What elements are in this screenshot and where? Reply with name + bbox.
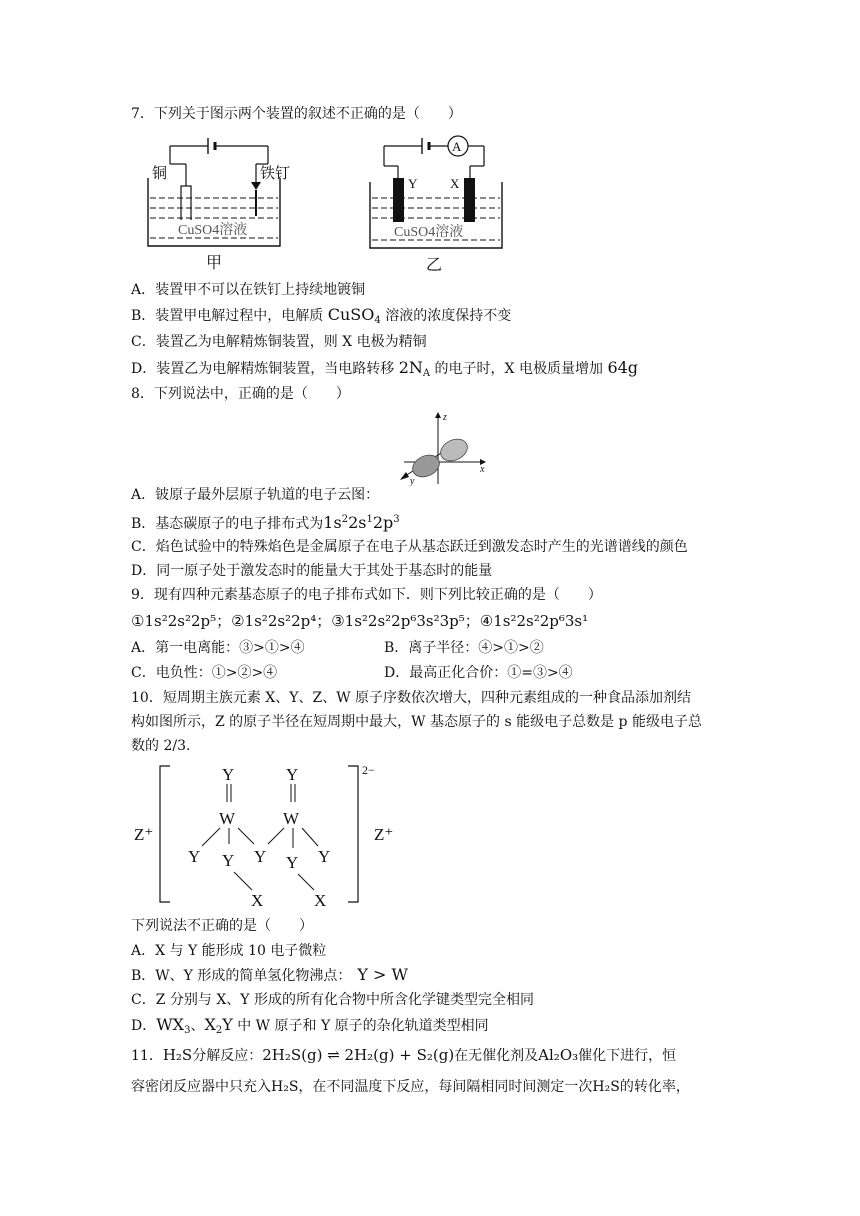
q9-configs: ①1s²2s²2p⁵；②1s²2s²2p⁴；③1s²2s²2p⁶3s²3p⁵；④1s²2s²2p⁶3s¹ <box>131 612 589 630</box>
axis-x-label: x <box>480 464 485 475</box>
q10-option-d: D．$WX_3$、$X_2Y$ 中 W 原子和 Y 原子的杂化轨道类型相同 <box>131 1015 489 1036</box>
atom-y: Y <box>286 765 299 784</box>
atom-y: Y <box>286 853 299 872</box>
q8-option-d: D．同一原子处于激发态时的能量大于其处于基态时的能量 <box>131 563 493 579</box>
solution-label-jia: CuSO4溶液 <box>178 223 248 238</box>
q7-stem: 7．下列关于图示两个装置的叙述不正确的是（ ） <box>131 106 462 122</box>
q8-stem: 8．下列说法中，正确的是（ ） <box>131 386 350 402</box>
q7-option-b: B．装置甲电解过程中，电解质 CuSO$_4$ 溶液的浓度保持不变 <box>131 305 512 326</box>
axis-z-label: z <box>443 412 447 423</box>
right-cation: Z⁺ <box>374 825 394 844</box>
q8-orbital-figure <box>396 410 492 490</box>
q10-stem-3: 数的 2/3. <box>131 738 191 754</box>
q9-option-d: D．最高正化合价：①=③>④ <box>384 665 573 681</box>
iron-nail-label: 铁钉 <box>260 166 290 182</box>
q10-option-a: A．X 与 Y 能形成 10 电子微粒 <box>131 943 327 959</box>
q7-figure-yi <box>362 128 512 278</box>
q10-stem-2: 构如图所示，Z 的原子半径在短周期中最大，W 基态原子的 s 能级电子总数是 p 能级电子总 <box>131 714 702 730</box>
q8-option-a: A．铍原子最外层原子轨道的电子云图： <box>131 487 380 503</box>
q7-option-d: D．装置乙为电解精炼铜装置，当电路转移 $2N_A$ 的电子时，X 电极质量增加 64g <box>131 358 639 379</box>
copper-label: 铜 <box>152 166 168 182</box>
q8-option-b: B．基态碳原子的电子排布式为$1s^22s^12p^3$ <box>131 513 400 532</box>
atom-x: X <box>314 891 327 910</box>
atom-y: Y <box>222 851 235 870</box>
q10-stem-1: 10．短周期主族元素 X、Y、Z、W 原子序数依次增大，四种元素组成的一种食品添加剂结 <box>131 690 692 706</box>
left-cation: Z⁺ <box>134 825 154 844</box>
electrode-x-label: X <box>450 176 460 191</box>
q8-option-c: C．焰色试验中的特殊焰色是金属原子在电子从基态跃迁到激发态时产生的光谱谱线的颜色 <box>131 539 688 555</box>
atom-y: Y <box>222 765 235 784</box>
q9-option-b: B．离子半径：④>①>② <box>384 640 544 656</box>
atom-x: X <box>251 891 264 910</box>
caption-yi: 乙 <box>426 257 443 274</box>
q7-figure-jia <box>140 134 290 278</box>
q9-stem: 9．现有四种元素基态原子的电子排布式如下．则下列比较正确的是（ ） <box>131 587 602 603</box>
atom-y: Y <box>318 847 331 866</box>
solution-label-yi: CuSO4溶液 <box>394 225 464 240</box>
electrode-y-label: Y <box>408 176 418 191</box>
q7-option-c: C．装置乙为电解精炼铜装置，则 X 电极为精铜 <box>131 334 427 350</box>
axis-y-label: y <box>410 476 415 486</box>
q7-option-a: A．装置甲不可以在铁钉上持续地镀铜 <box>131 282 366 298</box>
q9-option-c: C．电负性：①>②>④ <box>131 665 278 681</box>
atom-w: W <box>219 809 236 828</box>
q11-line-1: 11．H₂S分解反应：2H₂S(g) ⇌ 2H₂(g) + S₂(g)在无催化剂及Al₂O₃催化下进行，恒 <box>131 1046 677 1064</box>
q9-option-a: A．第一电离能：③>①>④ <box>131 640 305 656</box>
atom-w: W <box>283 809 300 828</box>
ammeter-label: A <box>452 139 462 154</box>
q10-option-b: B．W、Y 形成的简单氢化物沸点： Y > W <box>131 965 408 984</box>
q10-structure-figure <box>130 758 420 918</box>
q10-ask: 下列说法不正确的是（ ） <box>131 918 313 934</box>
anion-charge: 2− <box>362 763 375 777</box>
atom-y: Y <box>188 847 201 866</box>
atom-y: Y <box>254 847 267 866</box>
q11-line-2: 容密闭反应器中只充入H₂S，在不同温度下反应，每间隔相同时间测定一次H₂S的转化率， <box>131 1079 690 1095</box>
q10-option-c: C．Z 分别与 X、Y 形成的所有化合物中所含化学键类型完全相同 <box>131 992 534 1008</box>
caption-jia: 甲 <box>206 255 223 272</box>
